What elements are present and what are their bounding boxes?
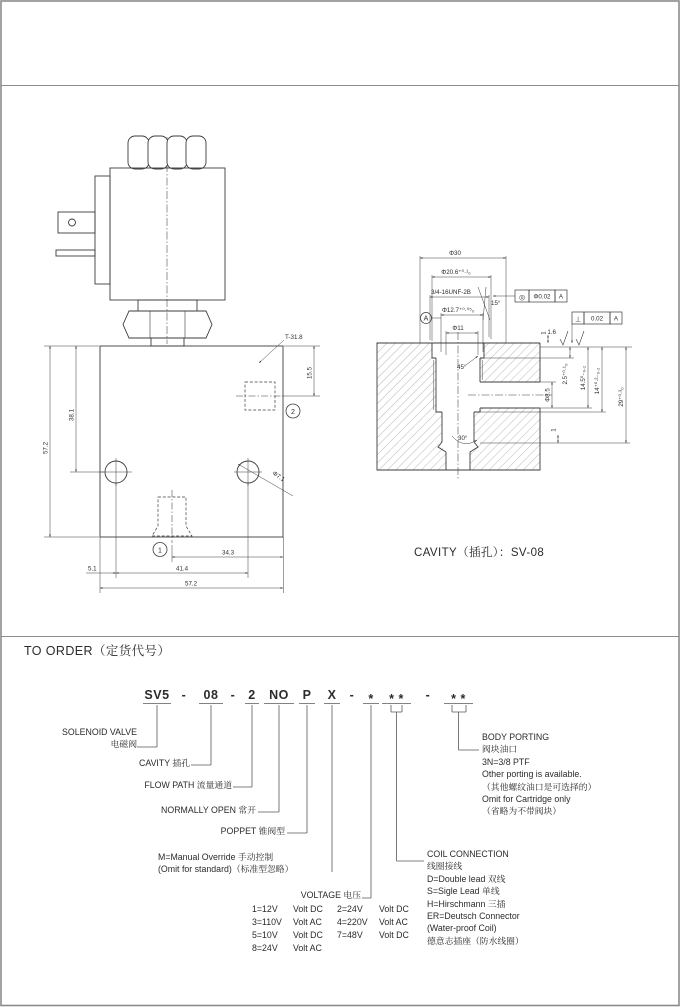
voltage-cell: Volt DC bbox=[379, 904, 409, 914]
voltage-row bbox=[252, 943, 422, 956]
dim-14-5: 14.5⁰₋₀.₂ bbox=[580, 365, 587, 391]
hex-nut bbox=[123, 311, 212, 338]
dim-38-1: 38.1 bbox=[68, 408, 76, 422]
dim-a15: 15° bbox=[491, 300, 501, 307]
valve-dimension-text bbox=[43, 334, 314, 588]
dim-thread: 3/4-16UNF-2B bbox=[431, 289, 471, 296]
label-manual-override-line1: M=Manual Override 手动控制 bbox=[158, 852, 274, 862]
valve-stem bbox=[151, 338, 184, 346]
section-title-to-order: TO ORDER（定货代号） bbox=[24, 644, 171, 658]
gdt1-value: Φ0.02 bbox=[533, 293, 551, 301]
surface-finish-value: 1.6 bbox=[547, 329, 556, 336]
terminal-pin bbox=[56, 250, 95, 256]
coil-connection-line: D=Double lead 双线 bbox=[427, 873, 506, 884]
coil-connection-line: (Water-proof Coil) bbox=[427, 923, 497, 934]
code-dash-3: - bbox=[349, 688, 355, 702]
code-dash-4: - bbox=[425, 688, 431, 702]
dim-57-2-left: 57.2 bbox=[42, 441, 50, 455]
dim-d8-5: Φ8.5 bbox=[544, 388, 552, 402]
voltage-cell: Volt AC bbox=[379, 917, 408, 927]
dim-29: 29⁺⁰·³₀ bbox=[618, 387, 625, 407]
coil-body bbox=[110, 168, 225, 300]
dim-14: 14⁺⁰·²₋₀.₂ bbox=[594, 367, 601, 395]
code-star-3: * * bbox=[451, 692, 466, 706]
dim-5-1: 5.1 bbox=[88, 565, 97, 573]
voltage-cell: Volt DC bbox=[293, 930, 323, 940]
label-solenoid-valve bbox=[62, 727, 137, 750]
dim-d30: Φ30 bbox=[449, 250, 461, 257]
code-seg-08: 08 bbox=[203, 688, 219, 702]
coil-connection-line: S=Sigle Lead 单线 bbox=[427, 886, 500, 897]
label-solenoid-valve-en: SOLENOID VALVE bbox=[62, 727, 137, 737]
voltage-cell: 1=12V bbox=[252, 904, 278, 914]
gdt2-symbol: ⊥ bbox=[574, 316, 582, 324]
voltage-cell: 4=220V bbox=[337, 917, 368, 927]
body-porting-block bbox=[482, 731, 596, 818]
body-porting-line: BODY PORTING bbox=[482, 732, 550, 742]
dim-a45: 45° bbox=[457, 364, 467, 371]
datum-a: A bbox=[423, 315, 429, 323]
dim-41-4: 41.4 bbox=[176, 565, 189, 573]
body-porting-line: Omit for Cartridge only bbox=[482, 794, 571, 805]
cavity-label: CAVITY（插孔）：SV-08 bbox=[414, 547, 545, 559]
valve-front-view bbox=[56, 136, 283, 543]
label-poppet: POPPET 锥阀型 bbox=[220, 826, 285, 836]
label-cavity: CAVITY 插孔 bbox=[139, 758, 190, 768]
code-dash-2: - bbox=[230, 688, 236, 702]
voltage-cell: 5=10V bbox=[252, 930, 278, 940]
code-dash-1: - bbox=[181, 688, 187, 702]
body-porting-line: 阀块油口 bbox=[482, 744, 518, 755]
dim-hole-dia: Φ7.1 bbox=[270, 469, 286, 484]
label-flow-path: FLOW PATH 流量通道 bbox=[144, 780, 232, 790]
coil-connection-line: 德意志插座（防水线圈） bbox=[427, 935, 524, 946]
dim-57-2-bottom: 57.2 bbox=[185, 580, 198, 588]
dim-t-31-8: T-31.8 bbox=[285, 334, 303, 341]
connector-housing bbox=[95, 176, 110, 284]
coil-connection-line: 线圈接线 bbox=[427, 861, 463, 872]
gdt1-symbol: ◎ bbox=[518, 294, 526, 302]
label-manual-override-line2: (Omit for standard)（标准型忽略） bbox=[158, 863, 294, 874]
port-2-balloon: 2 bbox=[291, 409, 295, 416]
top-nut bbox=[128, 136, 206, 169]
voltage-cell: 7=48V bbox=[337, 930, 363, 940]
coil-connection-block bbox=[427, 848, 524, 947]
dim-d12-7: Φ12.7⁺⁰·⁰⁵₀ bbox=[442, 307, 475, 314]
voltage-cell: Volt AC bbox=[293, 917, 322, 927]
gdt2-value: 0.02 bbox=[590, 315, 604, 323]
label-solenoid-valve-cn: 电磁阀 bbox=[110, 738, 137, 749]
dim-2-5: 2.5⁺⁰·¹₀ bbox=[562, 363, 569, 385]
coil-connection-line: COIL CONNECTION bbox=[427, 849, 509, 859]
voltage-cell: 8=24V bbox=[252, 943, 278, 953]
terminal-hole bbox=[69, 219, 76, 226]
label-manual-override bbox=[158, 852, 293, 875]
body-porting-line: （其他螺纹油口是可选择的） bbox=[482, 781, 597, 792]
code-star-1: * bbox=[368, 692, 374, 706]
code-seg-x: X bbox=[327, 688, 337, 702]
port-1-balloon: 1 bbox=[158, 547, 162, 555]
code-seg-sv5: SV5 bbox=[144, 688, 170, 702]
page-border bbox=[1, 1, 679, 1006]
gdt2-datum: A bbox=[613, 315, 619, 323]
coil-connection-line: H=Hirschmann 三插 bbox=[427, 898, 506, 909]
dim-1-lower: 1 bbox=[550, 428, 558, 432]
coil-connection-line: ER=Deutsch Connector bbox=[427, 911, 520, 922]
coil-neck bbox=[138, 300, 197, 311]
voltage-cell: Volt AC bbox=[293, 943, 322, 953]
spade-terminal bbox=[58, 212, 95, 233]
valve-dimensions bbox=[44, 340, 320, 593]
voltage-row bbox=[252, 904, 422, 917]
gdt1-datum: A bbox=[558, 293, 564, 301]
voltage-cell: Volt DC bbox=[293, 904, 323, 914]
voltage-cell: 2=24V bbox=[337, 904, 363, 914]
body-porting-line: （省略为不带阀块） bbox=[482, 806, 562, 817]
code-seg-2: 2 bbox=[248, 688, 256, 702]
dim-a30: 30° bbox=[458, 435, 468, 442]
dim-15-5: 15.5 bbox=[306, 366, 314, 380]
dim-1-upper: 1 bbox=[540, 331, 548, 335]
body-porting-line: 3N=3/8 PTF bbox=[482, 756, 530, 767]
voltage-cell: Volt DC bbox=[379, 930, 409, 940]
cavity-section-view bbox=[377, 332, 552, 480]
voltage-cell: 3=110V bbox=[252, 917, 282, 927]
code-star-2: * * bbox=[389, 692, 404, 706]
dim-d20-6: Φ20.6⁺⁰·¹₀ bbox=[441, 269, 471, 276]
voltage-row bbox=[252, 930, 422, 943]
label-normally-open: NORMALLY OPEN 常开 bbox=[161, 805, 256, 815]
voltage-row bbox=[252, 917, 422, 930]
dim-34-3: 34.3 bbox=[222, 549, 235, 557]
dim-d11: Φ11 bbox=[452, 325, 464, 332]
code-seg-no: NO bbox=[269, 688, 289, 702]
body-porting-line: Other porting is available. bbox=[482, 769, 582, 780]
valve-body bbox=[100, 346, 283, 537]
label-voltage: VOLTAGE 电压 bbox=[300, 890, 361, 900]
code-seg-p: P bbox=[302, 688, 312, 702]
